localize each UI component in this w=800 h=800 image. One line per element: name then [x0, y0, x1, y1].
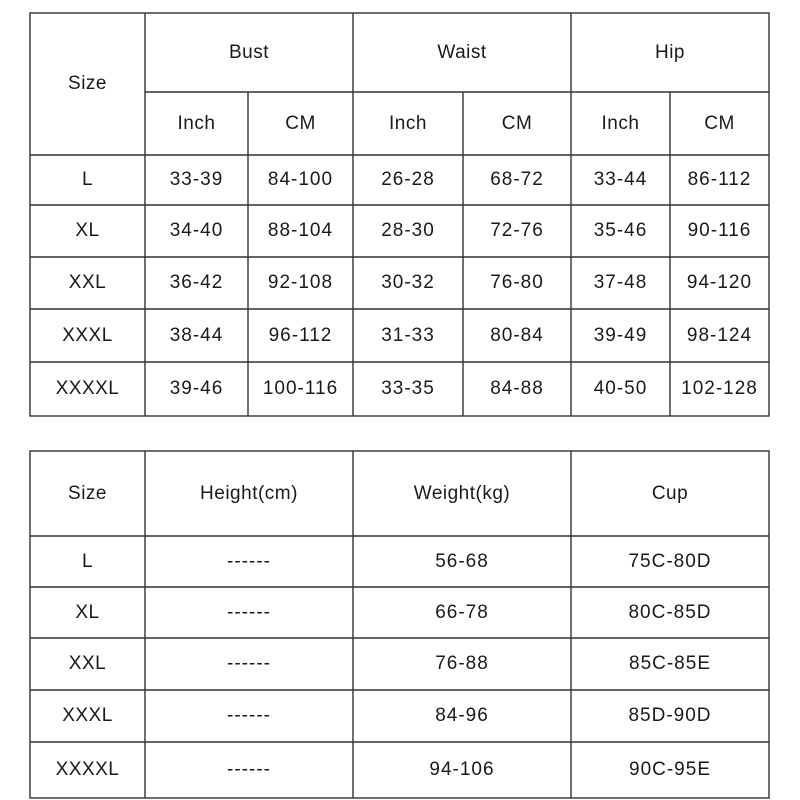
waist-inch-subheader: Inch [389, 112, 427, 134]
table-cell: 37-48 [593, 272, 648, 293]
table-row-size: XL [75, 220, 100, 241]
table-cell: 35-46 [593, 220, 648, 241]
bust-inch-subheader: Inch [177, 112, 216, 134]
cup-header: Cup [651, 482, 689, 504]
cup-value: 80C-85D [628, 601, 712, 623]
waist-cm-subheader: CM [501, 112, 533, 134]
table-cell: 98-124 [686, 324, 753, 346]
table-cell: 34-40 [169, 220, 224, 241]
table-cell: 92-108 [267, 272, 334, 293]
height-value: ------ [227, 550, 271, 572]
table-cell: 38-44 [169, 324, 224, 346]
height-value: ------ [227, 705, 271, 726]
table-cell: 31-33 [381, 324, 435, 346]
table-cell: 90-116 [687, 220, 752, 241]
table-cell: 26-28 [381, 169, 435, 190]
table-row-size: XXXL [62, 324, 113, 346]
height-value: ------ [227, 759, 271, 780]
table-cell: 72-76 [490, 220, 544, 241]
table-cell: 33-35 [381, 378, 435, 399]
hip-inch-subheader: Inch [601, 112, 640, 134]
table-row-size: L [81, 169, 94, 190]
weight-value: 84-96 [435, 705, 489, 726]
weight-value: 76-88 [435, 653, 489, 674]
table-cell: 30-32 [381, 272, 435, 293]
table-cell: 68-72 [490, 169, 544, 190]
weight-header: Weight(kg) [413, 482, 511, 504]
height-header: Height(cm) [200, 482, 298, 504]
weight-value: 94-106 [429, 759, 495, 780]
hip-header: Hip [654, 41, 685, 63]
waist-header: Waist [437, 41, 487, 63]
table-cell: 94-120 [686, 272, 753, 293]
table-cell: 80-84 [490, 324, 544, 346]
table-row-size: L [81, 550, 94, 572]
table-row-size: XXXXL [55, 759, 120, 780]
table-cell: 102-128 [681, 378, 758, 399]
table-row-size: XXL [68, 653, 107, 674]
cup-value: 90C-95E [629, 759, 711, 780]
table-cell: 33-44 [593, 169, 648, 190]
table-cell: 100-116 [262, 378, 339, 399]
bust-header: Bust [228, 41, 270, 63]
weight-value: 56-68 [435, 550, 489, 572]
size-header: Size [68, 482, 107, 504]
table-cell: 39-46 [169, 378, 224, 399]
table-cell: 36-42 [169, 272, 224, 293]
cup-value: 85C-85E [629, 653, 711, 674]
table-cell: 40-50 [593, 378, 648, 399]
table-cell: 96-112 [268, 324, 333, 346]
height-value: ------ [227, 601, 271, 623]
hip-cm-subheader: CM [704, 112, 735, 134]
weight-value: 66-78 [435, 601, 489, 623]
cup-value: 75C-80D [628, 550, 712, 572]
height-value: ------ [227, 653, 271, 674]
table-row-size: XXXL [62, 705, 113, 726]
table-cell: 28-30 [381, 220, 435, 241]
size-header: Size [68, 73, 107, 94]
table-row-size: XXL [68, 272, 107, 293]
table-cell: 39-49 [593, 324, 648, 346]
table-cell: 76-80 [490, 272, 544, 293]
table-row-size: XL [75, 601, 100, 623]
table-row-size: XXXXL [55, 378, 120, 399]
bust-cm-subheader: CM [285, 112, 316, 134]
table-cell: 84-100 [267, 169, 334, 190]
table-cell: 86-112 [687, 169, 752, 190]
cup-value: 85D-90D [628, 705, 712, 726]
table-cell: 88-104 [267, 220, 334, 241]
table-cell: 33-39 [169, 169, 224, 190]
table-cell: 84-88 [490, 378, 544, 399]
